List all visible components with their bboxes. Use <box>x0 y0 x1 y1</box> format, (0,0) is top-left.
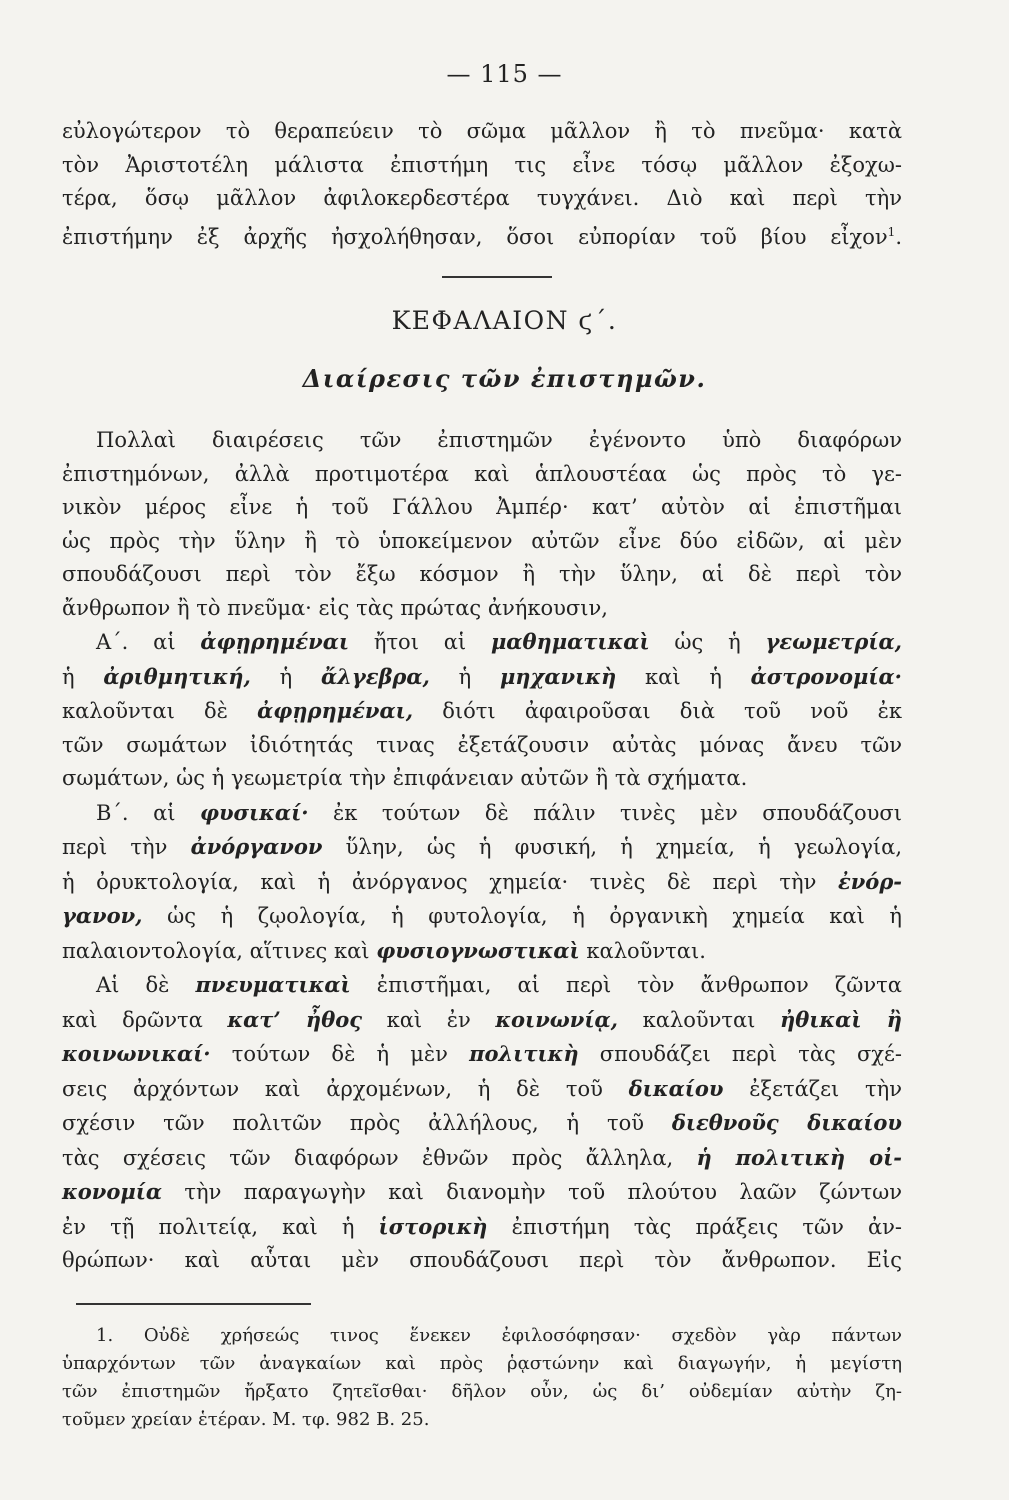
emphasis-term: πολιτικὴ <box>469 1041 579 1066</box>
emphasis-term: κοινωνίᾳ, <box>495 1006 618 1032</box>
text-line: νικὸν μέρος εἶνε ἡ τοῦ Γάλλου Ἀμπέρ· κατ’ αὐτὸν αἱ ἐπιστῆμαι <box>62 495 902 519</box>
emphasis-term: κονομία <box>62 1179 163 1204</box>
emphasis-term: φυσιογνωστικαὶ <box>376 937 580 963</box>
text-line: θρώπων· καὶ αὗται μὲν σπουδάζουσι περὶ τὸν ἄνθρωπον. Εἰς <box>62 1248 902 1272</box>
emphasis-term: ἀφῃρημέναι, <box>257 698 414 723</box>
emphasis-term: μηχανικὴ <box>499 663 617 689</box>
emphasis-term: ἀστρονομία· <box>750 663 902 689</box>
text-line: σεις ἀρχόντων καὶ ἀρχομένων, ἡ δὲ τοῦ δικαίου ἐξετάζει τὴν <box>62 1075 903 1101</box>
footnote-line: τῶν ἐπιστημῶν ἤρξατο ζητεῖσθαι· δῆλον οὖν, ὡς δι’ οὐδεμίαν αὐτὴν ζη- <box>62 1381 902 1402</box>
text-line: σωμάτων, ὡς ἡ γεωμετρία τὴν ἐπιφάνειαν αὐτῶν ἢ τὰ σχήματα. <box>62 766 748 790</box>
emphasis-term: κοινωνικαί· <box>62 1041 211 1066</box>
text-line: τὰς σχέσεις τῶν διαφόρων ἐθνῶν πρὸς ἄλληλα, ἡ πολιτικὴ οἰ- <box>62 1144 902 1170</box>
text-line: καὶ δρῶντα κατ’ ἦθος καὶ ἐν κοινωνίᾳ, καλοῦνται ἠθικαὶ ἢ <box>62 1006 902 1032</box>
emphasis-term: γανον, <box>62 903 143 928</box>
text-line: ὡς πρὸς τὴν ὕλην ἢ τὸ ὑποκείμενον αὐτῶν εἶνε δύο εἰδῶν, αἱ μὲν <box>62 528 902 553</box>
text-line: ἐπιστημόνων, ἀλλὰ προτιμοτέρα καὶ ἁπλουστέαα ὡς πρὸς τὸ γε- <box>62 461 902 486</box>
emphasis-term: μαθηματικαὶ <box>490 629 650 654</box>
emphasis-term: γεωμετρία, <box>765 629 902 654</box>
footnote <box>62 1322 902 1434</box>
footnote-line: τοῦμεν χρείαν ἑτέραν. Μ. τφ. 982 Β. 25. <box>62 1409 430 1430</box>
page-number: — 115 — <box>446 60 563 88</box>
paragraph-continued <box>62 115 902 254</box>
text-line: κονομία τὴν παραγωγὴν καὶ διανομὴν τοῦ πλούτου λαῶν ζώντων <box>62 1179 902 1204</box>
body-text <box>62 424 902 1278</box>
text-line: γανον, ὡς ἡ ζῳολογία, ἡ φυτολογία, ἡ ὀργανικὴ χημεία καὶ ἡ <box>62 903 902 928</box>
text-line: Α΄. αἱ ἀφῃρημέναι ἤτοι αἱ μαθηματικαὶ ὡς ἡ γεωμετρία, <box>96 629 902 654</box>
footnote-line: ὑπαρχόντων τῶν ἀναγκαίων καὶ πρὸς ῥᾳστώνην καὶ διαγωγήν, ἡ μεγίστη <box>62 1353 902 1374</box>
text-line: Αἱ δὲ πνευματικαὶ ἐπιστῆμαι, αἱ περὶ τὸν ἄνθρωπον ζῶντα <box>96 972 902 997</box>
chapter-heading: ΚΕΦΑΛΑΙΟΝ ϛ΄. <box>391 306 618 335</box>
emphasis-term: ἠθικαὶ ἢ <box>779 1006 902 1032</box>
text-line: σπουδάζουσι περὶ τὸν ἔξω κόσμον ἢ τὴν ὕλην, αἱ δὲ περὶ τὸν <box>62 562 902 586</box>
emphasis-term: κατ’ ἦθος <box>227 1006 362 1032</box>
chapter-subtitle: Διαίρεσις τῶν ἐπιστημῶν. <box>302 364 707 393</box>
emphasis-term: ἀφῃρημέναι <box>200 629 350 654</box>
emphasis-term: ἀνόργανον <box>190 834 323 859</box>
text-line: ἡ ἀριθμητική, ἡ ἄλγεβρα, ἡ μηχανικὴ καὶ ἡ ἀστρονομία· <box>62 663 902 689</box>
text-line: παλαιοντολογία, αἵτινες καὶ φυσιογνωστικαὶ καλοῦνται. <box>62 937 706 963</box>
emphasis-term: ἄλγεβρα, <box>320 663 430 689</box>
footnote-divider <box>76 1303 311 1305</box>
text-line: κοινωνικαί· τούτων δὲ ἡ μὲν πολιτικὴ σπουδάζει περὶ τὰς σχέ- <box>62 1041 902 1066</box>
emphasis-term: φυσικαί· <box>199 799 309 825</box>
emphasis-term: ἀριθμητική, <box>103 663 251 689</box>
text-line: ἐν τῇ πολιτείᾳ, καὶ ἡ ἱστορικὴ ἐπιστήμη τὰς πράξεις τῶν ἀν- <box>62 1213 902 1239</box>
text-line: καλοῦνται δὲ ἀφῃρημέναι, διότι ἀφαιροῦσαι διὰ τοῦ νοῦ ἐκ <box>62 698 902 723</box>
emphasis-term: ἐνόρ- <box>837 868 902 894</box>
text-line: Β΄. αἱ φυσικαί· ἐκ τούτων δὲ πάλιν τινὲς μὲν σπουδάζουσι <box>96 799 902 825</box>
footnote-marker: 1 <box>887 224 896 239</box>
text-line: ἄνθρωπον ἢ τὸ πνεῦμα· εἰς τὰς πρώτας ἀνήκουσιν, <box>62 595 608 620</box>
text-line: Πολλαὶ διαιρέσεις τῶν ἐπιστημῶν ἐγένοντο ὑπὸ διαφόρων <box>96 428 902 452</box>
emphasis-term: δικαίου <box>628 1075 724 1101</box>
text-line: εὐλογώτερον τὸ θεραπεύειν τὸ σῶμα μᾶλλον ἢ τὸ πνεῦμα· κατὰ <box>62 119 902 143</box>
emphasis-term: ἱστορικὴ <box>378 1213 488 1239</box>
text-line: ἐπιστήμην ἐξ ἀρχῆς ἠσχολήθησαν, ὅσοι εὐπορίαν τοῦ βίου εἶχον$^1$. <box>62 224 902 249</box>
footnote-line: 1. Οὐδὲ χρήσεώς τινος ἕνεκεν ἐφιλοσόφησαν· σχεδὸν γὰρ πάντων <box>96 1325 902 1346</box>
text-line: περὶ τὴν ἀνόργανον ὕλην, ὡς ἡ φυσική, ἡ χημεία, ἡ γεωλογία, <box>62 834 903 859</box>
emphasis-term: ἡ πολιτικὴ οἰ- <box>696 1144 902 1170</box>
emphasis-term: πνευματικαὶ <box>195 972 351 997</box>
text-line: σχέσιν τῶν πολιτῶν πρὸς ἀλλήλους, ἡ τοῦ διεθνοῦς δικαίου <box>62 1110 903 1135</box>
text-line: τέρα, ὅσῳ μᾶλλον ἀφιλοκερδεστέρα τυγχάνει. Διὸ καὶ περὶ τὴν <box>62 186 902 210</box>
emphasis-term: διεθνοῦς δικαίου <box>671 1110 903 1135</box>
text-line: τῶν σωμάτων ἰδιότητάς τινας ἐξετάζουσιν αὐτὰς μόνας ἄνευ τῶν <box>62 732 902 757</box>
section-divider <box>442 276 552 278</box>
text-line: τὸν Ἀριστοτέλη μάλιστα ἐπιστήμη τις εἶνε τόσῳ μᾶλλον ἐξοχω- <box>62 152 902 177</box>
text-line: ἡ ὀρυκτολογία, καὶ ἡ ἀνόργανος χημεία· τινὲς δὲ περὶ τὴν ἐνόρ- <box>62 868 902 894</box>
